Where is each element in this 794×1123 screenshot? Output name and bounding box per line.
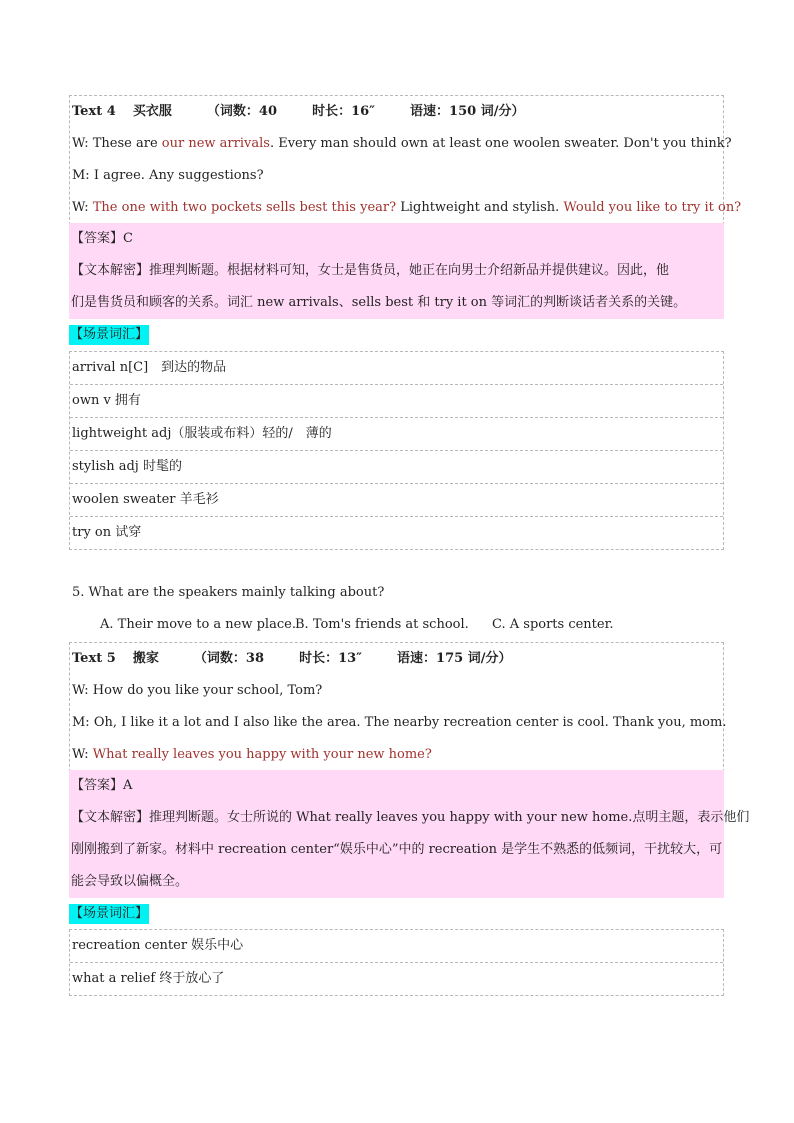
- highlighted-phrase: What really leaves you happy with your new home?: [92, 747, 432, 762]
- text4-title: [70, 96, 723, 128]
- speaker-label: M:: [72, 715, 90, 730]
- speaker-label: M:: [72, 168, 90, 183]
- dialogue-text: Lightweight and stylish.: [396, 200, 564, 215]
- text5-vocab-box: [69, 929, 724, 996]
- text4-answer-block: [69, 223, 724, 319]
- vocab-item: what a relief 终于放心了: [70, 962, 723, 995]
- speaker-label: W:: [72, 683, 89, 698]
- dialogue-line: [70, 192, 742, 224]
- vocab-item: stylish adj 时髦的: [70, 450, 723, 483]
- dialogue-text: These are: [92, 136, 162, 151]
- text5-speed: 语速：175 词/分）: [397, 651, 512, 666]
- text5-word-count: （词数：38: [193, 651, 265, 666]
- dialogue-text: . Every man should own at least one woolen sweater. Don't you think?: [269, 136, 732, 151]
- dialogue-line: [70, 128, 732, 160]
- vocab-item: woolen sweater 羊毛衫: [70, 483, 723, 516]
- text4-speed: 语速：150 词/分）: [410, 104, 525, 119]
- vocab-item: lightweight adj（服装或布料）轻的/ 薄的: [70, 417, 723, 450]
- dialogue-text: Oh, I like it a lot and I also like the area. The nearby recreation center is cool. Thank you, mom.: [93, 715, 727, 730]
- dialogue-line: [70, 739, 723, 771]
- vocab-item: recreation center 娱乐中心: [72, 938, 244, 953]
- dialogue-text: I agree. Any suggestions?: [93, 168, 264, 183]
- text5-lines: [70, 675, 727, 771]
- text4-label: Text 4: [72, 104, 116, 119]
- option-c: C. A sports center.: [492, 617, 614, 632]
- text4-analysis-line: 们是售货员和顾客的关系。词汇 new arrivals、sells best 和 try it on 等词汇的判断谈话者关系的关键。: [71, 295, 687, 310]
- vocab-item: arrival n[C] 到达的物品: [72, 360, 227, 375]
- text5-vocab-tag: 【场景词汇】: [69, 904, 149, 924]
- text5-title: [70, 643, 723, 675]
- highlighted-phrase: The one with two pockets sells best this year?: [92, 200, 397, 215]
- text5-topic: 搬家: [132, 651, 159, 666]
- text4-topic: 买衣服: [132, 104, 172, 119]
- text5-analysis-line: 刚刚搬到了新家。材料中 recreation center“娱乐中心”中的 recreation 是学生不熟悉的低频词，干扰较大，可: [71, 842, 723, 857]
- vocab-item: try on 试穿: [70, 516, 723, 549]
- text5-dialogue-box: [69, 642, 727, 772]
- text5-analysis-line: 【文本解密】推理判断题。女士所说的 What really leaves you happy with your new home.点明主题，表示他们: [71, 810, 750, 825]
- text4-word-count: （词数：40: [206, 104, 278, 119]
- highlighted-phrase: our new arrivals: [161, 136, 270, 151]
- highlighted-phrase: Would you like to try it on?: [563, 200, 742, 215]
- speaker-label: W:: [72, 200, 89, 215]
- text4-vocab-box: [69, 351, 724, 550]
- text5-duration: 时长：13″: [299, 651, 362, 666]
- speaker-label: W:: [72, 136, 89, 151]
- dialogue-text: How do you like your school, Tom?: [92, 683, 323, 698]
- text4-vocab-tag: 【场景词汇】: [69, 325, 149, 345]
- vocab-item: own v 拥有: [70, 384, 723, 417]
- dialogue-line: [70, 675, 723, 707]
- text4-analysis-line: 【文本解密】推理判断题。根据材料可知，女士是售货员，她正在向男士介绍新品并提供建议。因此，他: [71, 263, 670, 278]
- dialogue-line: [70, 707, 727, 739]
- dialogue-line: [70, 160, 723, 192]
- text4-dialogue-box: [69, 95, 742, 225]
- text5-analysis-line: 能会导致以偏概全。: [71, 874, 189, 889]
- text5-answer: 【答案】A: [71, 778, 133, 793]
- text4-lines: [70, 128, 742, 224]
- text4-duration: 时长：16″: [312, 104, 375, 119]
- speaker-label: W:: [72, 747, 89, 762]
- option-b: B. Tom's friends at school.: [295, 617, 469, 632]
- text5-answer-block: [69, 770, 750, 898]
- question-5: 5. What are the speakers mainly talking about?: [72, 585, 385, 600]
- text4-answer: 【答案】C: [71, 231, 133, 246]
- text5-label: Text 5: [72, 651, 116, 666]
- option-a: A. Their move to a new place.: [100, 617, 296, 632]
